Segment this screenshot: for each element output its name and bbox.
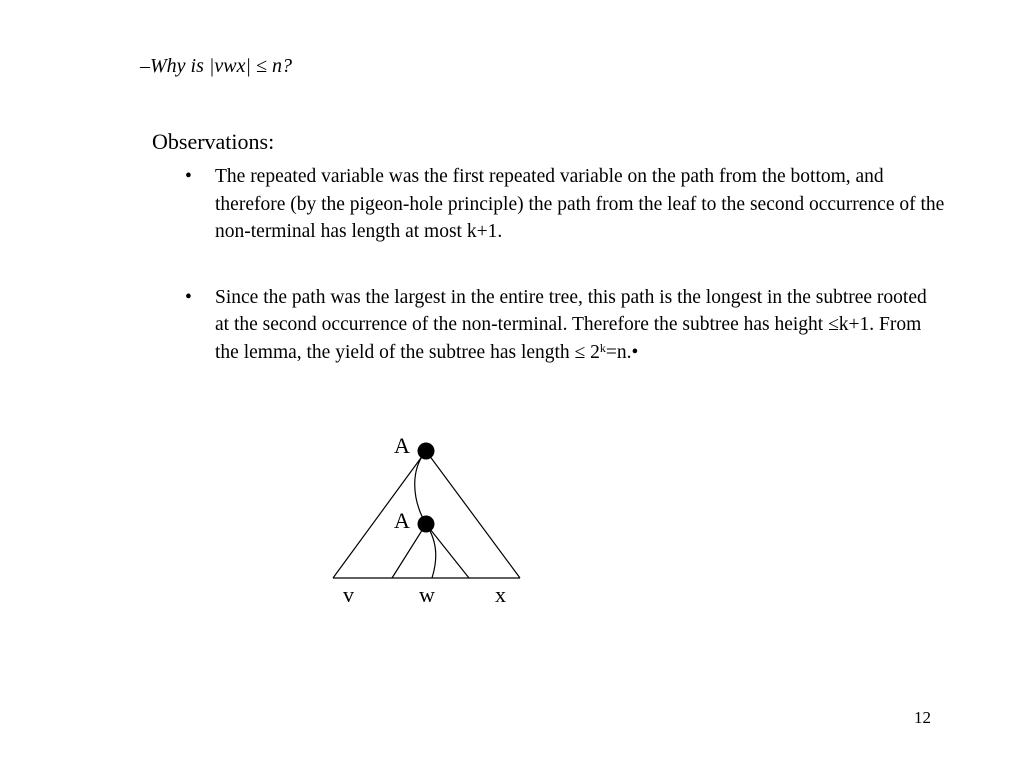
path-to-inner-node xyxy=(415,451,426,524)
leaf-label-w: w xyxy=(419,582,435,607)
bullet-marker: • xyxy=(185,166,192,187)
bullet-text: Since the path was the largest in the entire tree, this path is the longest in the subtree rooted at the second occurrence of the non-terminal. Therefore the subtree has height ≤k+1. From the lemma, the yield of the subtree has length ≤ 2 xyxy=(215,286,927,363)
bullet-superscript: k xyxy=(599,340,606,355)
leaf-label-x: x xyxy=(495,582,506,607)
page-number: 12 xyxy=(914,708,931,727)
heading-var: vwx xyxy=(214,55,246,77)
leaf-label-v: v xyxy=(343,582,354,607)
bullet-text: The repeated variable was the first repeated variable on the path from the bottom, and therefore (by the pigeon-hole principle) the path from the leaf to the second occurrence of the non-terminal has length at most k+1. xyxy=(215,166,945,242)
bullet-text-end: =n.• xyxy=(605,341,639,363)
heading-prefix: –Why is | xyxy=(140,55,215,77)
outer-triangle-sides xyxy=(333,451,520,578)
lower-node-label: A xyxy=(394,508,410,533)
upper-node-dot xyxy=(418,443,435,460)
bullet-marker: • xyxy=(185,286,192,308)
upper-node-label: A xyxy=(394,433,410,458)
observations-label: Observations: xyxy=(152,129,275,154)
lower-node-dot xyxy=(418,516,435,533)
heading-suffix: | ≤ n? xyxy=(245,55,292,77)
